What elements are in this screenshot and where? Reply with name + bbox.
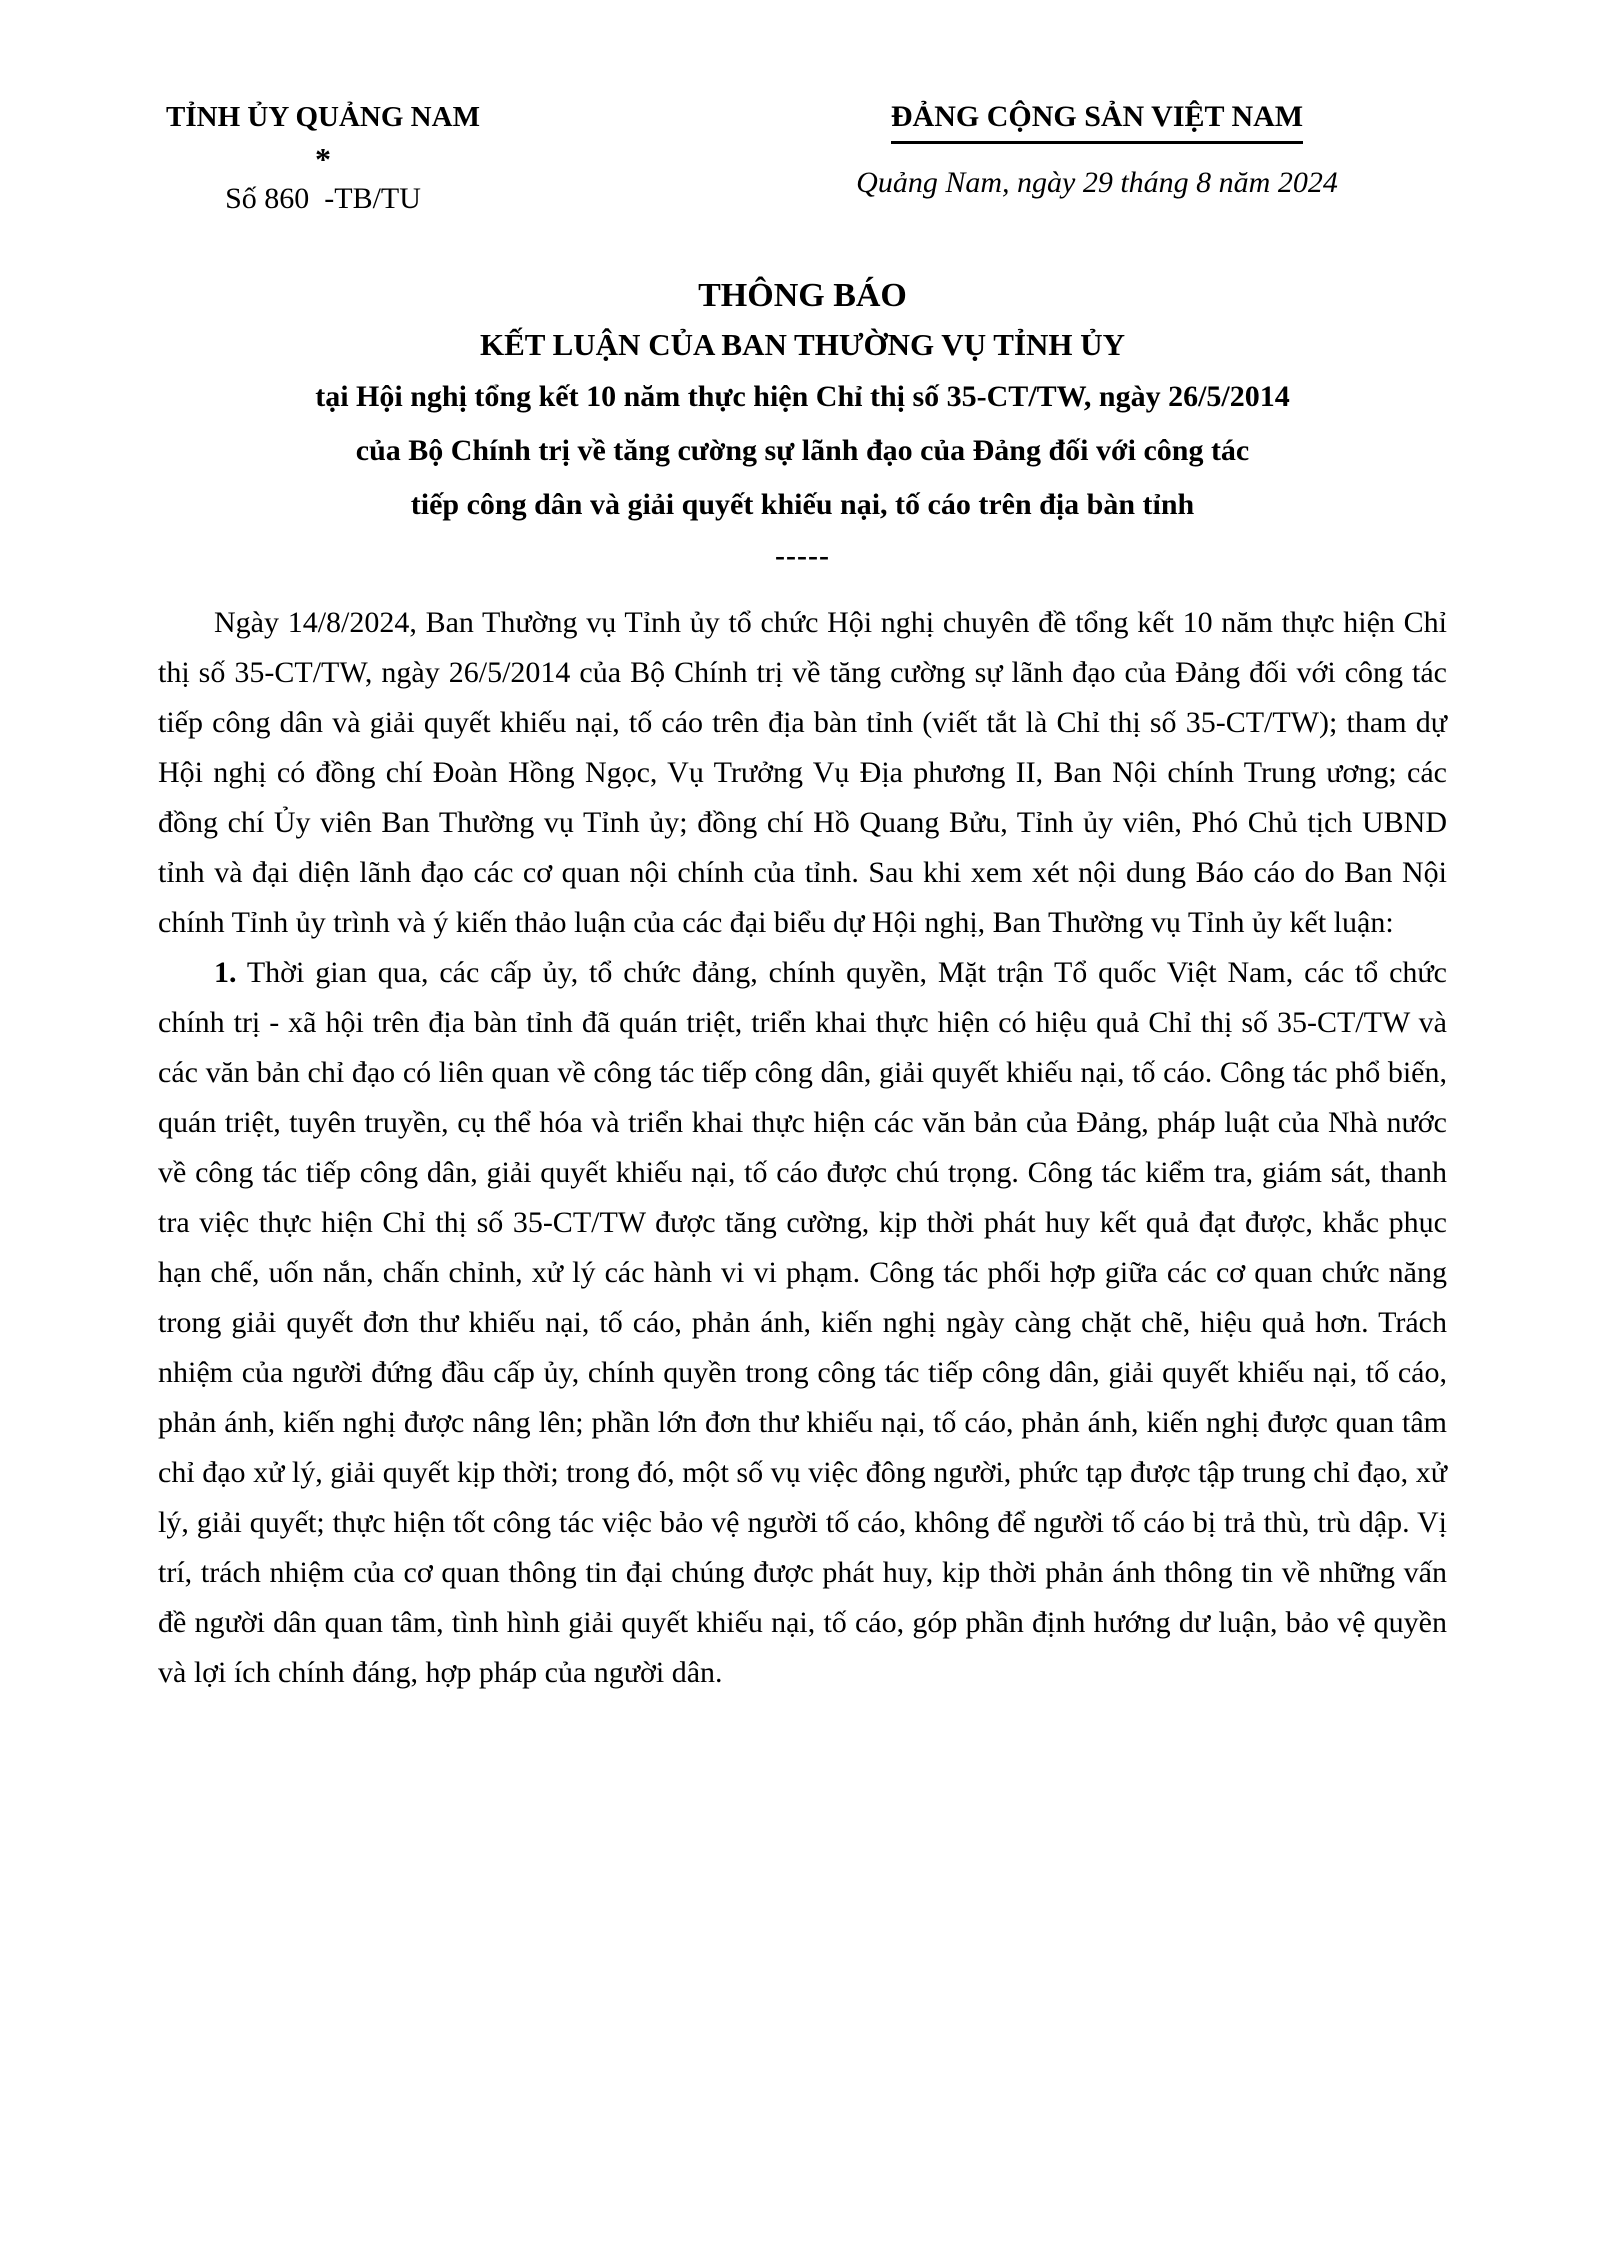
star-separator: * xyxy=(315,141,331,177)
body-paragraph: Ngày 14/8/2024, Ban Thường vụ Tỉnh ủy tổ chức Hội nghị chuyên đề tổng kết 10 năm thực hiện Chỉ thị số 35-CT/TW, ngày 26/5/2014 của Bộ Chính trị về tăng cường sự lãnh đạo của Đảng đối với công tác tiếp công dân và giải quyết khiếu nại, tố cáo trên địa bàn tỉnh (viết tắt là Chỉ thị số 35-CT/TW); tham dự Hội nghị có đồng chí Đoàn Hồng Ngọc, Vụ Trưởng Vụ Địa phương II, Ban Nội chính Trung ương; các đồng chí Ủy viên Ban Thường vụ Tỉnh ủy; đồng chí Hồ Quang Bửu, Tỉnh ủy viên, Phó Chủ tịch UBND tỉnh và đại diện lãnh đạo các cơ quan nội chính của tỉnh. Sau khi xem xét nội dung Báo cáo do Ban Nội chính Tỉnh ủy trình và ý kiến thảo luận của các đại biểu dự Hội nghị, Ban Thường vụ Tỉnh ủy kết luận: xyxy=(158,606,1447,939)
body-paragraph xyxy=(158,948,1447,1698)
document-body xyxy=(158,598,1447,1698)
item-number: 1. xyxy=(214,956,237,989)
dashed-divider: ----- xyxy=(775,539,830,572)
national-header-block xyxy=(787,100,1407,200)
document-type-title: THÔNG BÁO xyxy=(698,277,907,314)
title-block xyxy=(158,274,1447,576)
issuing-org-name: TỈNH ỦY QUẢNG NAM xyxy=(166,101,480,133)
description-line: tiếp công dân và giải quyết khiếu nại, tố cáo trên địa bàn tỉnh xyxy=(410,488,1195,521)
document-description xyxy=(158,370,1447,532)
description-line: của Bộ Chính trị về tăng cường sự lãnh đạo của Đảng đối với công tác xyxy=(355,434,1250,467)
issuing-org-block xyxy=(158,100,488,216)
document-subject-title: KẾT LUẬN CỦA BAN THƯỜNG VỤ TỈNH ỦY xyxy=(479,327,1126,362)
document-number: Số 860 -TB/TU xyxy=(225,182,421,215)
document-header xyxy=(158,100,1447,216)
party-name-row xyxy=(787,100,1407,144)
item-text: Thời gian qua, các cấp ủy, tổ chức đảng, chính quyền, Mặt trận Tổ quốc Việt Nam, các tổ chức chính trị - xã hội trên địa bàn tỉnh đã quán triệt, triển khai thực hiện có hiệu quả Chỉ thị số 35-CT/TW và các văn bản chỉ đạo có liên quan về công tác tiếp công dân, giải quyết khiếu nại, tố cáo. Công tác phổ biến, quán triệt, tuyên truyền, cụ thể hóa và triển khai thực hiện các văn bản của Đảng, pháp luật của Nhà nước về công tác tiếp công dân, giải quyết khiếu nại, tố cáo được chú trọng. Công tác kiểm tra, giám sát, thanh tra việc thực hiện Chỉ thị số 35-CT/TW được tăng cường, kịp thời phát huy kết quả đạt được, khắc phục hạn chế, uốn nắn, chấn chỉnh, xử lý các hành vi vi phạm. Công tác phối hợp giữa các cơ quan chức năng trong giải quyết đơn thư khiếu nại, tố cáo, phản ánh, kiến nghị ngày càng chặt chẽ, hiệu quả hơn. Trách nhiệm của người đứng đầu cấp ủy, chính quyền trong công tác tiếp công dân, giải quyết khiếu nại, tố cáo, phản ánh, kiến nghị được nâng lên; phần lớn đơn thư khiếu nại, tố cáo, phản ánh, kiến nghị được quan tâm chỉ đạo xử lý, giải quyết kịp thời; trong đó, một số vụ việc đông người, phức tạp được tập trung chỉ đạo, xử lý, giải quyết; thực hiện tốt công tác việc bảo vệ người tố cáo, không để người tố cáo bị trả thù, trù dập. Vị trí, trách nhiệm của cơ quan thông tin đại chúng được phát huy, kịp thời phản ánh thông tin về những vấn đề người dân quan tâm, tình hình giải quyết khiếu nại, tố cáo, góp phần định hướng dư luận, bảo vệ quyền và lợi ích chính đáng, hợp pháp của người dân. xyxy=(158,956,1447,1689)
party-name: ĐẢNG CỘNG SẢN VIỆT NAM xyxy=(891,100,1303,144)
description-line: tại Hội nghị tổng kết 10 năm thực hiện Chỉ thị số 35-CT/TW, ngày 26/5/2014 xyxy=(315,380,1290,413)
place-date-line: Quảng Nam, ngày 29 tháng 8 năm 2024 xyxy=(856,166,1338,199)
